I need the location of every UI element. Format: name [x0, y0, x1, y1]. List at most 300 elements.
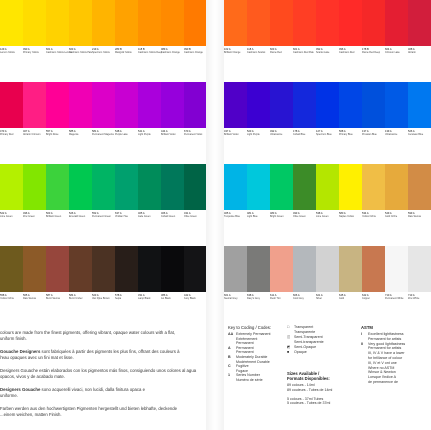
- swatch-caption: [69, 294, 92, 324]
- colour-card: [92, 0, 115, 78]
- colour-code: 522 A: [0, 212, 7, 215]
- colour-name: Light Purple: [138, 133, 151, 137]
- colour-name: Lamp Black: [138, 297, 151, 301]
- colour-swatch: [46, 0, 69, 46]
- colour-swatch: [23, 164, 46, 210]
- colour-card: [138, 0, 161, 78]
- colour-name: Permanent Magenta: [92, 133, 114, 137]
- desc-line-9: Farben werden aus den hochwertigsten Pigmenten hergestellt und bieten lebhafte, deckende: [0, 406, 178, 411]
- colour-swatch: [138, 0, 161, 46]
- swatch-caption: [270, 130, 293, 160]
- colour-name: Cadmium Red: [339, 51, 355, 55]
- colour-card: [339, 164, 362, 242]
- colour-code: 090 A: [23, 48, 30, 51]
- swatch-caption: [362, 294, 385, 324]
- swatch-caption: [161, 48, 184, 78]
- colour-name: Scarlet Lake: [316, 51, 330, 55]
- colour-swatch: [92, 0, 115, 46]
- colour-name: Cerulean Blue: [408, 133, 424, 137]
- swatch-caption: [247, 212, 270, 242]
- swatch-caption: [184, 294, 207, 324]
- swatch-caption: [184, 212, 207, 242]
- colour-name: Yellow Ochre: [0, 297, 14, 301]
- astm-line: III, IV et V ont une: [368, 360, 397, 365]
- swatch-caption: [23, 212, 46, 242]
- colour-name: Ivory Black: [184, 297, 196, 301]
- colour-code: 118 B: [138, 48, 145, 51]
- colour-swatch: [339, 246, 362, 292]
- desc-line-1: colours are made from the finest pigments, offering vibrant, opaque water colours with a flat,: [0, 330, 175, 335]
- colour-swatch: [184, 0, 207, 46]
- colour-code: 492 A: [270, 130, 277, 133]
- left-swatch-row: [0, 0, 206, 78]
- colour-card: [161, 164, 184, 242]
- colour-card: [23, 246, 46, 324]
- colour-swatch: [362, 164, 385, 210]
- colour-card: [408, 0, 431, 78]
- colour-card: [184, 164, 207, 242]
- colour-code: 599 A: [408, 212, 415, 215]
- left-page: [0, 0, 206, 430]
- colour-card: [385, 0, 408, 78]
- colour-code: 129 A: [0, 48, 7, 51]
- colour-swatch: [161, 82, 184, 128]
- colour-name: Burnt Sienna: [46, 297, 60, 301]
- swatch-caption: [293, 212, 316, 242]
- colour-code: 096 A: [339, 48, 346, 51]
- astm-line: Permanent for artists: [368, 346, 402, 351]
- key-heading: Key to Coding / Codes:: [228, 325, 272, 330]
- astm-line: Permanent for artists: [368, 336, 402, 341]
- colour-card: [115, 164, 138, 242]
- colour-swatch: [0, 0, 23, 46]
- colour-name: Cadmium Orange: [184, 51, 203, 55]
- colour-code: 552 A: [92, 212, 99, 215]
- colour-swatch: [270, 164, 293, 210]
- colour-swatch: [362, 246, 385, 292]
- colour-code: 178 B: [362, 48, 369, 51]
- swatch-caption: [23, 294, 46, 324]
- colour-swatch: [92, 164, 115, 210]
- astm-line: Lorsque l'indice A: [368, 375, 397, 380]
- colour-card: [339, 82, 362, 160]
- colour-name: Alizarin Crimson: [23, 133, 41, 137]
- colour-name: Gold: [339, 297, 345, 301]
- size-line: 5 colours - 37ml Tubes: [287, 396, 324, 401]
- colour-name: Copper: [362, 297, 370, 301]
- colour-swatch: [247, 0, 270, 46]
- colour-swatch: [293, 246, 316, 292]
- swatch-caption: [138, 294, 161, 324]
- colour-name: Silver: [316, 297, 322, 301]
- permanence-line: A Permanent: [228, 345, 254, 350]
- permanence-line: Numéro de série: [236, 378, 263, 382]
- colour-card: [362, 246, 385, 324]
- swatch-caption: [92, 212, 115, 242]
- colour-card: [138, 246, 161, 324]
- colour-card: [46, 82, 69, 160]
- colour-name: Davy's Grey: [247, 297, 260, 301]
- colour-code: 465 A: [138, 212, 145, 215]
- swatch-caption: [161, 130, 184, 160]
- book-gutter: [206, 0, 224, 430]
- colour-name: Marigold Yellow: [115, 51, 132, 55]
- swatch-caption: [362, 130, 385, 160]
- colour-card: [270, 82, 293, 160]
- colour-code: 565 A: [23, 294, 30, 297]
- astm-line: II Very good lightfastness: [361, 341, 406, 346]
- colour-code: 468 A: [408, 48, 415, 51]
- swatch-caption: [408, 294, 431, 324]
- astm-line: I Excellent lightfastness: [361, 332, 404, 336]
- colour-swatch: [339, 164, 362, 210]
- swatch-caption: [115, 130, 138, 160]
- colour-name: Primary Yellow: [23, 51, 39, 55]
- swatch-caption: [247, 294, 270, 324]
- colour-swatch: [138, 82, 161, 128]
- colour-swatch: [69, 82, 92, 128]
- colour-card: [247, 164, 270, 242]
- colour-name: Olive Green: [184, 215, 197, 219]
- colour-name: Burnt Umber: [69, 297, 83, 301]
- swatch-caption: [316, 48, 339, 78]
- colour-code: 581 A: [92, 130, 99, 133]
- colour-code: 638 A: [247, 294, 254, 297]
- colour-swatch: [293, 0, 316, 46]
- colour-code: 584 A: [69, 294, 76, 297]
- colour-code: 331 A: [138, 294, 145, 297]
- size-line: 89 couleurs - Tubes de 14ml: [287, 387, 333, 392]
- colour-name: Emerald Green: [69, 215, 86, 219]
- swatch-caption: [293, 48, 316, 78]
- colour-swatch: [46, 164, 69, 210]
- colour-swatch: [247, 82, 270, 128]
- colour-card: [316, 0, 339, 78]
- colour-swatch: [270, 0, 293, 46]
- colour-card: [161, 246, 184, 324]
- colour-code: 483 A: [270, 212, 277, 215]
- swatch-caption: [270, 212, 293, 242]
- colour-card: [408, 164, 431, 242]
- swatch-caption: [316, 294, 339, 324]
- colour-card: [362, 0, 385, 78]
- colour-card: [316, 82, 339, 160]
- swatch-caption: [316, 130, 339, 160]
- colour-card: [138, 164, 161, 242]
- colour-swatch: [69, 164, 92, 210]
- colour-code: 139 A: [385, 130, 392, 133]
- colour-name: Lime Green: [0, 215, 13, 219]
- colour-name: Cadmium Yellow Pale: [69, 51, 93, 55]
- swatch-caption: [270, 294, 293, 324]
- colour-card: [270, 246, 293, 324]
- colour-swatch: [23, 246, 46, 292]
- desc-line-10: ...einem weichen, matten Finish.: [0, 412, 62, 418]
- colour-card: [184, 0, 207, 78]
- colour-swatch: [161, 246, 184, 292]
- swatch-caption: [408, 48, 431, 78]
- swatch-caption: [362, 48, 385, 78]
- colour-card: [270, 0, 293, 78]
- colour-code: 137 A: [362, 130, 369, 133]
- opacity-line: Transparente: [294, 330, 316, 334]
- colour-code: 661 A: [46, 48, 53, 51]
- swatch-caption: [224, 48, 247, 78]
- colour-card: [224, 164, 247, 242]
- colour-name: Flesh Tint: [270, 297, 281, 301]
- colour-card: [23, 164, 46, 242]
- colour-card: [247, 0, 270, 78]
- colour-code: 538 A: [316, 212, 323, 215]
- swatch-caption: [92, 294, 115, 324]
- swatch-caption: [362, 212, 385, 242]
- colour-card: [293, 0, 316, 78]
- colour-code: 526 A: [408, 130, 415, 133]
- left-swatch-row: [0, 82, 206, 160]
- left-swatch-row: [0, 246, 206, 324]
- swatch-caption: [115, 212, 138, 242]
- colour-swatch: [46, 246, 69, 292]
- colour-swatch: [161, 0, 184, 46]
- colour-card: [270, 164, 293, 242]
- colour-swatch: [385, 164, 408, 210]
- size-line: 89 colours - 14ml: [287, 383, 315, 387]
- colour-name: Ultramarine: [270, 133, 283, 137]
- colour-code: 481 A: [247, 212, 254, 215]
- colour-swatch: [408, 246, 431, 292]
- permanence-line: 1 Series Number: [228, 373, 260, 378]
- colour-name: Bright Green: [270, 215, 284, 219]
- colour-code: 670 A: [184, 130, 191, 133]
- colour-card: [385, 246, 408, 324]
- colour-card: [69, 164, 92, 242]
- colour-swatch: [46, 82, 69, 128]
- colour-name: Spectrum Yellow: [92, 51, 110, 55]
- colour-card: [184, 82, 207, 160]
- colour-code: 580 A: [339, 212, 346, 215]
- colour-code: 503 A: [46, 212, 53, 215]
- colour-code: 578 A: [115, 294, 122, 297]
- opacity-line: Semi-transparente: [294, 340, 324, 344]
- colour-name: Brilliant Violet: [224, 133, 239, 137]
- colour-code: 090 B: [184, 48, 191, 51]
- colour-swatch: [293, 82, 316, 128]
- swatch-caption: [224, 130, 247, 160]
- colour-swatch: [161, 164, 184, 210]
- swatch-caption: [293, 130, 316, 160]
- colour-code: 601 A: [293, 48, 300, 51]
- colour-swatch: [362, 82, 385, 128]
- colour-name: Light Purple: [247, 133, 260, 137]
- colour-swatch: [247, 246, 270, 292]
- permanence-line: C Fugitive: [228, 364, 249, 369]
- colour-code: 496 A: [23, 212, 30, 215]
- swatch-caption: [408, 212, 431, 242]
- astm-line: for brilliance of colour: [368, 356, 403, 360]
- colour-swatch: [184, 246, 207, 292]
- colour-name: Cool Grey: [293, 297, 304, 301]
- colour-name: Viridian Hue: [115, 215, 128, 219]
- swatch-caption: [385, 212, 408, 242]
- colour-code: 178 A: [293, 130, 300, 133]
- colour-code: 219 A: [92, 48, 99, 51]
- colour-card: [92, 246, 115, 324]
- permanence-line: Extrêmement: [236, 336, 258, 341]
- colour-card: [362, 82, 385, 160]
- right-swatch-row: [224, 246, 430, 324]
- colour-code: 611 A: [270, 294, 277, 297]
- colour-swatch: [385, 0, 408, 46]
- left-swatch-row: [0, 164, 206, 242]
- colour-code: 283 B: [115, 48, 122, 51]
- size-line: 5 couleurs - Tubes de 37ml: [287, 401, 331, 406]
- colour-card: [224, 82, 247, 160]
- colour-swatch: [138, 246, 161, 292]
- permanence-line: Modérément Durable: [236, 359, 270, 364]
- colour-code: 431 A: [184, 212, 191, 215]
- colour-card: [115, 246, 138, 324]
- colour-card: [339, 0, 362, 78]
- colour-code: 465 A: [224, 212, 231, 215]
- colour-swatch: [224, 0, 247, 46]
- swatch-caption: [46, 48, 72, 78]
- swatch-caption: [69, 48, 92, 78]
- colour-name: Cobalt Green: [161, 215, 176, 219]
- colour-name: Crimson Lake: [385, 51, 400, 55]
- colour-swatch: [316, 0, 339, 46]
- swatch-caption: [408, 130, 431, 160]
- colour-card: [92, 82, 115, 160]
- colour-name: Sepia: [115, 297, 122, 301]
- colour-card: [293, 246, 316, 324]
- sizes-heading-2: Formats Disponibles:: [287, 376, 330, 381]
- colour-code: 645 A: [339, 294, 346, 297]
- colour-card: [224, 246, 247, 324]
- colour-name: Alizarin: [408, 51, 416, 55]
- colour-swatch: [385, 246, 408, 292]
- desc-line-3: Gouache Designers sont fabriquées à partir des pigments les plus fins, offrant des couleurs à: [0, 349, 180, 354]
- colour-name: Permanent White: [385, 297, 404, 301]
- colour-name: Cadmium Scarlet: [247, 51, 266, 55]
- astm-line: Winsor & Newton: [368, 370, 396, 375]
- right-swatch-row: [224, 164, 430, 242]
- swatch-caption: [138, 48, 161, 78]
- swatch-caption: [385, 294, 408, 324]
- colour-swatch: [23, 0, 46, 46]
- colour-name: Neutral Grey: [224, 297, 238, 301]
- swatch-caption: [115, 294, 138, 324]
- colour-swatch: [69, 246, 92, 292]
- permanence-line: Permanent: [236, 350, 254, 355]
- colour-swatch: [69, 0, 92, 46]
- colour-card: [0, 164, 23, 242]
- colour-swatch: [408, 0, 431, 46]
- desc-line-7: Designers Gouache sono acquerelli vivaci, non lucidi, dalla finitura opaca e: [0, 387, 145, 392]
- colour-name: Flame Red: [270, 51, 282, 55]
- swatch-caption: [92, 48, 115, 78]
- permanence-line: Fugace: [236, 368, 248, 373]
- right-page: [224, 0, 430, 430]
- colour-code: 523 A: [247, 130, 254, 133]
- swatch-caption: [316, 212, 339, 242]
- colour-name: Zinc White: [408, 297, 420, 301]
- colour-code: 603 A: [270, 48, 277, 51]
- colour-swatch: [408, 82, 431, 128]
- colour-code: 437 A: [224, 130, 231, 133]
- colour-card: [224, 0, 247, 78]
- desc-line-2: uniform finish.: [0, 336, 27, 342]
- opacity-line: ◩ Semi-Opaque: [287, 345, 317, 349]
- permanence-line: B Moderately Durable: [228, 355, 268, 359]
- permanence-line: AA Extremely Permanent: [228, 332, 271, 336]
- colour-code: 568 A: [339, 130, 346, 133]
- colour-swatch: [293, 164, 316, 210]
- colour-swatch: [0, 82, 23, 128]
- colour-card: [161, 0, 184, 78]
- colour-card: [161, 82, 184, 160]
- colour-swatch: [362, 0, 385, 46]
- colour-swatch: [92, 82, 115, 128]
- swatch-caption: [0, 212, 23, 242]
- colour-name: Cadmium Orange: [161, 51, 180, 55]
- colour-swatch: [0, 164, 23, 210]
- colour-name: Jade Green: [138, 215, 151, 219]
- colour-code: 442 A: [184, 294, 191, 297]
- colour-swatch: [385, 82, 408, 128]
- colour-swatch: [184, 164, 207, 210]
- right-swatch-row: [224, 82, 430, 160]
- swatch-caption: [46, 212, 69, 242]
- swatch-caption: [46, 130, 69, 160]
- colour-card: [0, 82, 23, 160]
- swatch-caption: [0, 48, 23, 78]
- colour-card: [293, 164, 316, 242]
- colour-swatch: [316, 82, 339, 128]
- opacity-line: ◫ Semi-Transparent: [287, 335, 323, 339]
- swatch-caption: [385, 48, 408, 78]
- swatch-caption: [115, 48, 138, 78]
- colour-card: [69, 246, 92, 324]
- colour-code: 549 A: [385, 212, 392, 215]
- colour-swatch: [115, 246, 138, 292]
- description-text: [0, 330, 206, 430]
- colour-name: Cadmium Red Pale: [293, 51, 314, 55]
- colour-swatch: [0, 246, 23, 292]
- colour-card: [293, 82, 316, 160]
- colour-name: Flame Red Deep: [362, 51, 381, 55]
- colour-name: Purple Lake: [115, 133, 128, 137]
- colour-swatch: [339, 82, 362, 128]
- colour-code: 444 A: [161, 130, 168, 133]
- colour-swatch: [270, 82, 293, 128]
- colour-code: 587 A: [46, 294, 53, 297]
- colour-card: [247, 82, 270, 160]
- opacity-line: □ Transparent: [287, 325, 314, 329]
- colour-name: Raw Sienna: [408, 215, 421, 219]
- colour-card: [115, 82, 138, 160]
- colour-card: [408, 246, 431, 324]
- colour-code: 541 A: [138, 130, 145, 133]
- swatch-caption: [23, 48, 46, 78]
- sizes-heading: Sizes Available /: [287, 371, 320, 376]
- colour-code: 558 A: [0, 294, 7, 297]
- swatch-caption: [69, 212, 92, 242]
- colour-name: Lemon Yellow: [0, 51, 15, 55]
- desc-line-5: Designers Gouache están elaborados con los pigmentos más finos, consiguiendo unos colores al agua: [0, 368, 197, 373]
- colour-card: [408, 82, 431, 160]
- colour-card: [23, 82, 46, 160]
- colour-name: Ultramarine: [385, 133, 398, 137]
